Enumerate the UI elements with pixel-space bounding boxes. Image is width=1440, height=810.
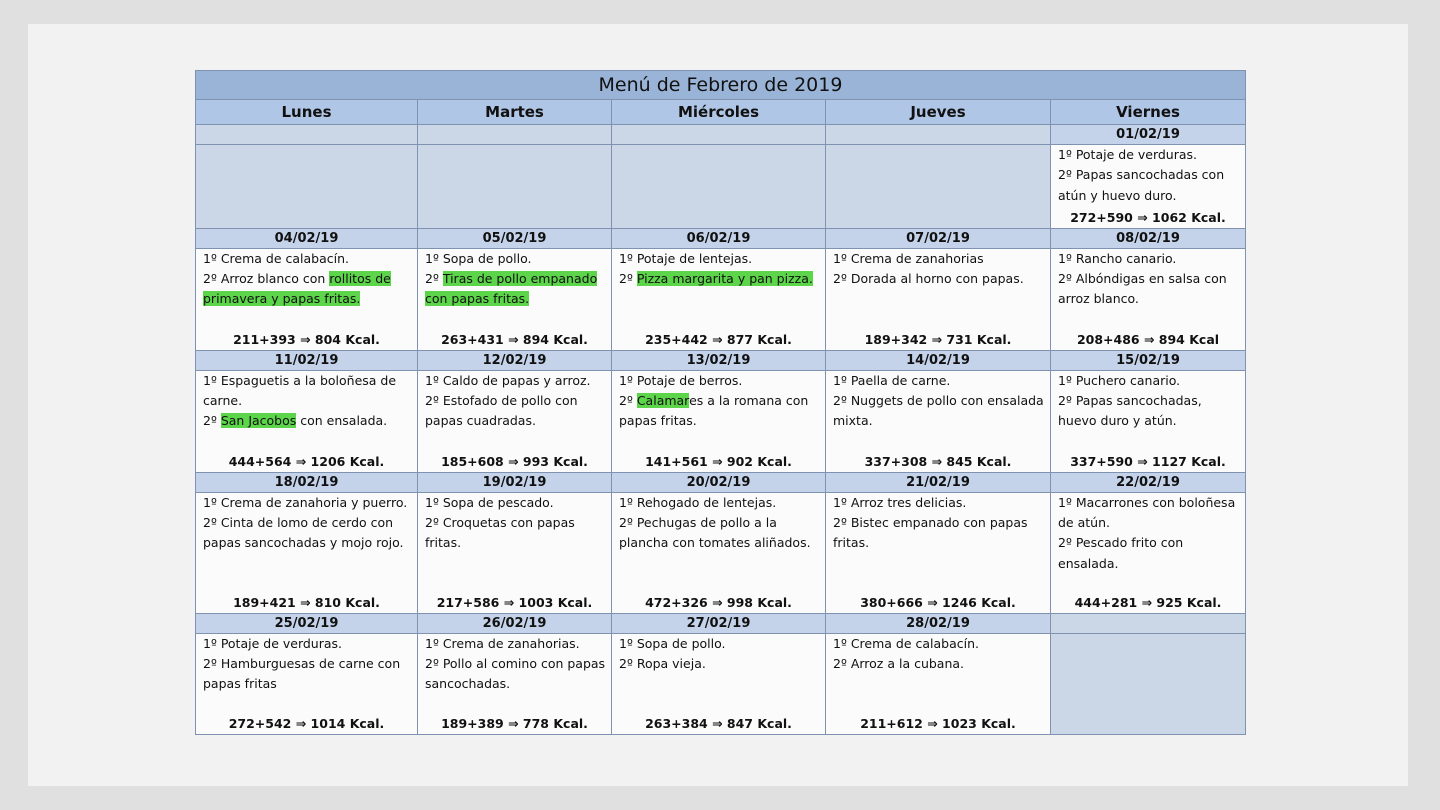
dish-text: 1º Rancho canario. (1058, 250, 1177, 266)
second-course (203, 654, 412, 695)
menu-table (195, 70, 1246, 735)
second-course (425, 269, 606, 310)
menu-row (196, 145, 1246, 229)
kcal-total: 380+666 ⇒ 1246 Kcal. (860, 594, 1016, 610)
date-row (196, 228, 1246, 248)
day-header-jueves: Jueves (826, 100, 1051, 125)
meal-cell (418, 370, 612, 472)
date-cell: 25/02/19 (196, 613, 418, 633)
dish-text: con ensalada. (296, 413, 388, 429)
second-course (203, 269, 412, 310)
kcal-total: 235+442 ⇒ 877 Kcal. (645, 331, 792, 347)
meal-cell (826, 370, 1051, 472)
first-course (203, 634, 412, 654)
highlighted-dish: Calamar (636, 393, 690, 409)
date-cell: 27/02/19 (612, 613, 826, 633)
meal-cell (1051, 492, 1246, 613)
date-cell: 13/02/19 (612, 350, 826, 370)
meal-cell (418, 145, 612, 229)
second-course (1058, 391, 1240, 432)
first-course (425, 634, 606, 654)
kcal-total: 189+421 ⇒ 810 Kcal. (233, 594, 380, 610)
menu-row (196, 370, 1246, 472)
second-course (619, 513, 820, 554)
first-course (203, 371, 412, 412)
meal-cell (612, 633, 826, 734)
dish-text: 2º Dorada al horno con papas. (833, 271, 1024, 287)
meal-cell (826, 248, 1051, 350)
second-course (619, 269, 820, 289)
dish-text: 2º Arroz a la cubana. (833, 656, 965, 672)
dish-text: 1º Potaje de berros. (619, 372, 743, 388)
second-course (425, 391, 606, 432)
dish-text: 2º Estofado de pollo con papas cuadradas. (425, 393, 578, 429)
highlighted-dish: Pizza margarita y pan pizza. (636, 271, 813, 287)
dish-text: 2º Croquetas con papas fritas. (425, 515, 575, 551)
date-cell: 15/02/19 (1051, 350, 1246, 370)
dish-text: 2º (425, 271, 443, 287)
meal-cell (826, 492, 1051, 613)
kcal-total: 217+586 ⇒ 1003 Kcal. (436, 594, 593, 610)
dish-text: 2º Pollo al comino con papas sancochadas. (425, 656, 606, 692)
meal-cell (1051, 145, 1246, 229)
dish-text: 1º Sopa de pescado. (425, 494, 554, 510)
kcal-total: 141+561 ⇒ 902 Kcal. (645, 453, 792, 469)
menu-title: Menú de Febrero de 2019 (196, 71, 1246, 100)
meal-cell (1051, 633, 1246, 734)
kcal-total: 211+612 ⇒ 1023 Kcal. (860, 715, 1016, 731)
date-cell (418, 125, 612, 145)
date-row (196, 613, 1246, 633)
dish-text: es a la romana con papas fritas. (619, 393, 809, 429)
date-cell: 12/02/19 (418, 350, 612, 370)
meal-cell (612, 145, 826, 229)
menu-row (196, 248, 1246, 350)
first-course (1058, 493, 1240, 534)
dish-text: 1º Macarrones con boloñesa de atún. (1058, 494, 1236, 531)
kcal-total: 263+431 ⇒ 894 Kcal. (441, 331, 588, 347)
meal-cell (418, 492, 612, 613)
date-row (196, 125, 1246, 145)
first-course (833, 634, 1045, 654)
second-course (1058, 269, 1240, 310)
second-course (619, 391, 820, 432)
first-course (619, 371, 820, 391)
dish-text: 1º Crema de zanahoria y puerro. (203, 494, 408, 510)
kcal-total: 263+384 ⇒ 847 Kcal. (645, 715, 792, 731)
dish-text: 1º Crema de zanahorias. (425, 635, 580, 651)
dish-text: 1º Sopa de pollo. (425, 250, 532, 266)
date-cell: 06/02/19 (612, 228, 826, 248)
dish-text: 1º Potaje de verduras. (1058, 147, 1198, 162)
dish-text: 2º Albóndigas en salsa con arroz blanco. (1058, 271, 1227, 307)
meal-cell (196, 248, 418, 350)
meal-cell (418, 248, 612, 350)
second-course (425, 654, 606, 695)
meal-cell (826, 145, 1051, 229)
first-course (425, 249, 606, 269)
menu-row (196, 633, 1246, 734)
date-cell: 26/02/19 (418, 613, 612, 633)
date-cell: 22/02/19 (1051, 472, 1246, 492)
dish-text: 2º Hamburguesas de carne con papas fritas (203, 656, 401, 692)
meal-cell (418, 633, 612, 734)
first-course (833, 371, 1045, 391)
date-cell: 01/02/19 (1051, 125, 1246, 145)
dish-text: 2º (619, 393, 637, 409)
dish-text: 2º Nuggets de pollo con ensalada mixta. (833, 393, 1044, 429)
date-row (196, 472, 1246, 492)
second-course (833, 391, 1045, 432)
second-course (1058, 165, 1240, 206)
date-row (196, 350, 1246, 370)
first-course (425, 493, 606, 513)
first-course (425, 371, 606, 391)
first-course (203, 493, 412, 513)
first-course (833, 249, 1045, 269)
dish-text: 1º Paella de carne. (833, 372, 951, 388)
highlighted-dish: Tiras de pollo empanado con papas fritas. (425, 271, 598, 307)
date-cell (612, 125, 826, 145)
meal-cell (612, 370, 826, 472)
date-cell: 21/02/19 (826, 472, 1051, 492)
dish-text: 1º Crema de calabacín. (833, 635, 980, 651)
second-course (203, 513, 412, 554)
highlighted-dish: rollitos de primavera y papas fritas. (203, 271, 391, 307)
dish-text: 2º Ropa vieja. (619, 656, 706, 672)
meal-cell (196, 492, 418, 613)
kcal-total: 211+393 ⇒ 804 Kcal. (233, 331, 380, 347)
first-course (619, 249, 820, 269)
date-cell (1051, 613, 1246, 633)
meal-cell (196, 145, 418, 229)
second-course (1058, 533, 1240, 574)
dish-text: 1º Espaguetis a la boloñesa de carne. (203, 372, 397, 409)
first-course (619, 493, 820, 513)
meal-cell (196, 633, 418, 734)
second-course (833, 654, 1045, 674)
meal-cell (612, 492, 826, 613)
dish-text: 1º Puchero canario. (1058, 372, 1181, 388)
date-cell: 08/02/19 (1051, 228, 1246, 248)
menu-body (196, 125, 1246, 735)
second-course (203, 411, 412, 431)
kcal-total: 472+326 ⇒ 998 Kcal. (645, 594, 792, 610)
dish-text: 1º Rehogado de lentejas. (619, 494, 777, 510)
kcal-total: 337+590 ⇒ 1127 Kcal. (1070, 453, 1226, 469)
kcal-total: 189+389 ⇒ 778 Kcal. (441, 715, 588, 731)
dish-text: 1º Potaje de verduras. (203, 635, 343, 651)
day-header-lunes: Lunes (196, 100, 418, 125)
dish-text: 1º Potaje de lentejas. (619, 250, 753, 266)
kcal-total: 337+308 ⇒ 845 Kcal. (864, 453, 1012, 469)
meal-cell (826, 633, 1051, 734)
kcal-total: 444+564 ⇒ 1206 Kcal. (228, 453, 385, 469)
first-course (833, 493, 1045, 513)
dish-text: 2º Arroz blanco con (203, 271, 330, 287)
date-cell: 04/02/19 (196, 228, 418, 248)
date-cell (196, 125, 418, 145)
date-cell: 05/02/19 (418, 228, 612, 248)
date-cell: 14/02/19 (826, 350, 1051, 370)
kcal-total: 189+342 ⇒ 731 Kcal. (864, 331, 1012, 347)
second-course (833, 513, 1045, 554)
dish-text: 2º Bistec empanado con papas fritas. (833, 515, 1028, 551)
dish-text: 1º Caldo de papas y arroz. (425, 372, 591, 388)
meal-cell (1051, 370, 1246, 472)
kcal-total: 185+608 ⇒ 993 Kcal. (441, 453, 588, 469)
date-cell: 07/02/19 (826, 228, 1051, 248)
dish-text: 2º Pechugas de pollo a la plancha con tomates aliñados. (619, 515, 811, 551)
dish-text: 1º Arroz tres delicias. (833, 494, 967, 510)
date-cell: 28/02/19 (826, 613, 1051, 633)
dish-text: 1º Crema de zanahorias (833, 250, 984, 266)
first-course (1058, 145, 1240, 165)
second-course (425, 513, 606, 554)
date-cell: 19/02/19 (418, 472, 612, 492)
dish-text: 2º Papas sancochadas con atún y huevo duro. (1058, 167, 1225, 203)
menu-row (196, 492, 1246, 613)
date-cell: 18/02/19 (196, 472, 418, 492)
kcal-total: 272+590 ⇒ 1062 Kcal. (1070, 209, 1226, 225)
dish-text: 2º (203, 413, 221, 429)
dish-text: 2º Papas sancochadas, huevo duro y atún. (1058, 393, 1202, 429)
first-course (619, 634, 820, 654)
dish-text: 2º Pescado frito con ensalada. (1058, 535, 1184, 571)
first-course (203, 249, 412, 269)
meal-cell (1051, 248, 1246, 350)
kcal-total: 444+281 ⇒ 925 Kcal. (1074, 594, 1222, 610)
dish-text: 1º Crema de calabacín. (203, 250, 350, 266)
dish-text: 2º (619, 271, 637, 287)
date-cell (826, 125, 1051, 145)
second-course (619, 654, 820, 674)
kcal-total: 272+542 ⇒ 1014 Kcal. (228, 715, 385, 731)
date-cell: 11/02/19 (196, 350, 418, 370)
day-header-viernes: Viernes (1051, 100, 1246, 125)
meal-cell (196, 370, 418, 472)
day-header-martes: Martes (418, 100, 612, 125)
dish-text: 2º Cinta de lomo de cerdo con papas sancochadas y mojo rojo. (203, 515, 404, 551)
second-course (833, 269, 1045, 289)
kcal-total: 208+486 ⇒ 894 Kcal (1076, 331, 1220, 347)
meal-cell (612, 248, 826, 350)
highlighted-dish: San Jacobos (220, 413, 297, 429)
date-cell: 20/02/19 (612, 472, 826, 492)
day-header-miercoles: Miércoles (612, 100, 826, 125)
first-course (1058, 249, 1240, 269)
dish-text: 1º Sopa de pollo. (619, 635, 726, 651)
first-course (1058, 371, 1240, 391)
